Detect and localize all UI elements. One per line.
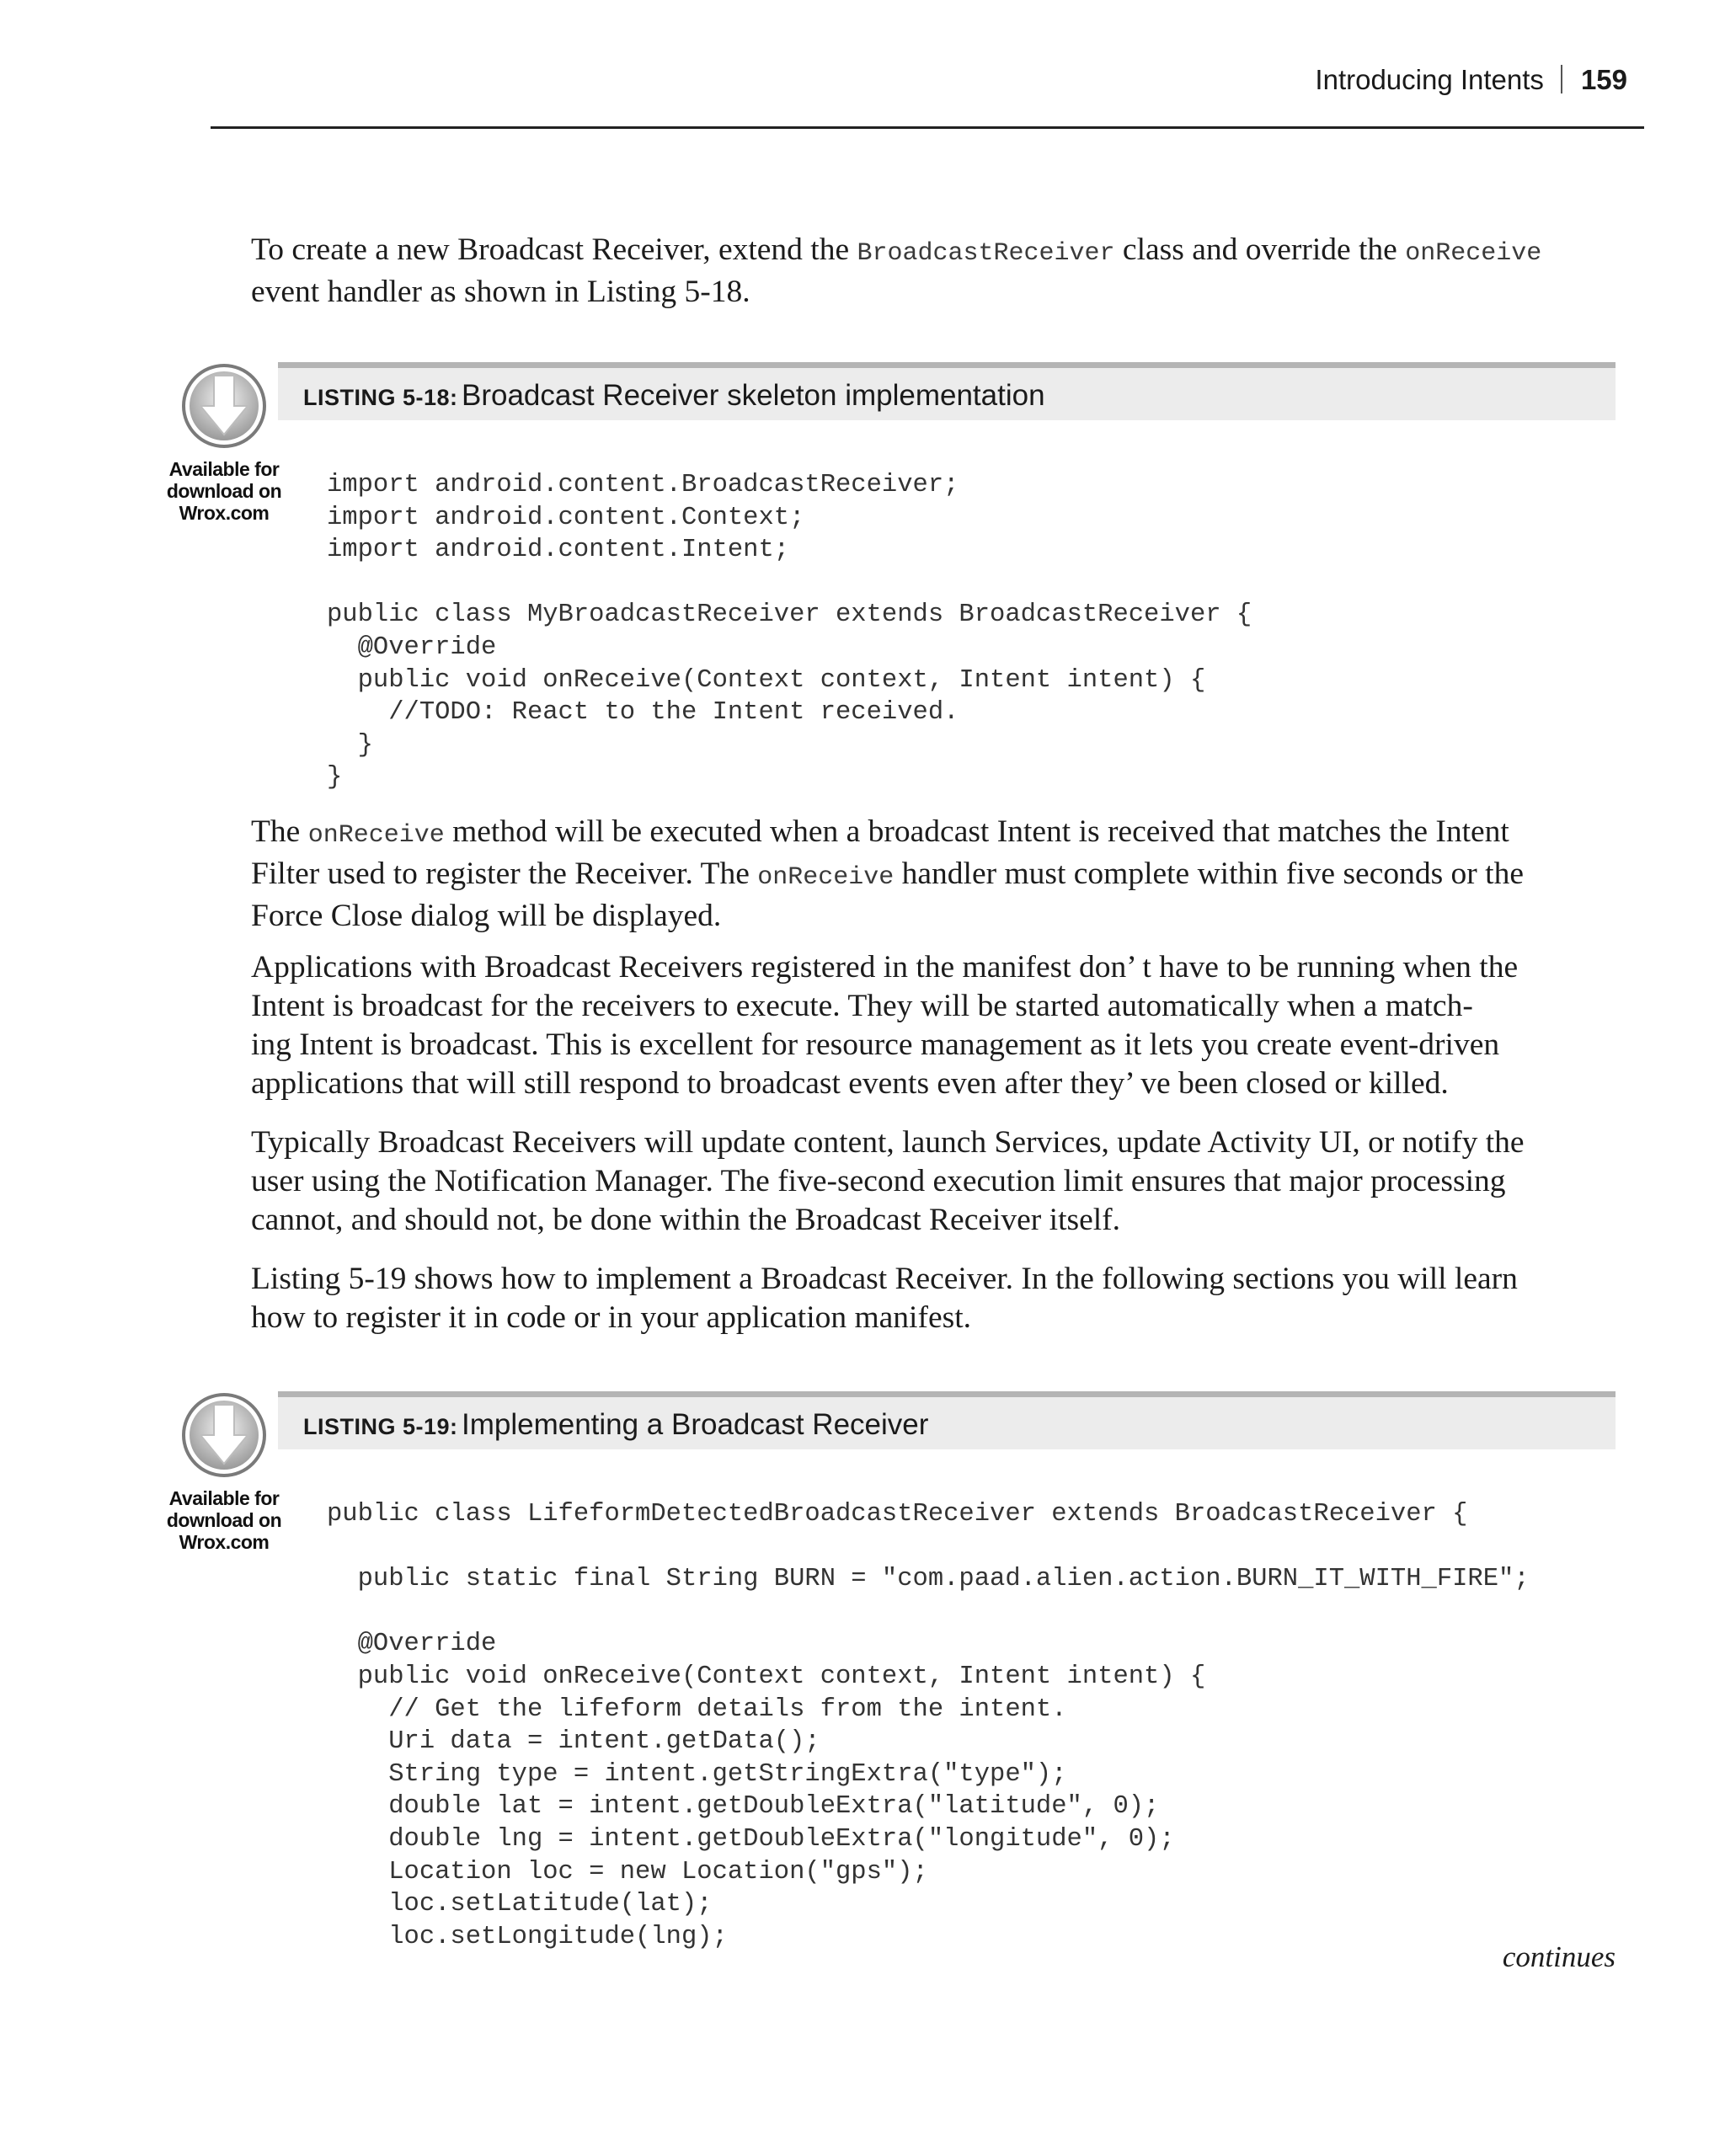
text-line: Listing 5-19 shows how to implement a Broadcast Receiver. In the following sections you will learn xyxy=(251,1262,1518,1296)
paragraph-listing-intro xyxy=(251,1260,1616,1337)
code-line: double lng = intent.getDoubleExtra("longitude", 0); xyxy=(327,1824,1175,1854)
header-rule xyxy=(211,126,1644,129)
page-number: 159 xyxy=(1580,64,1627,95)
code-line: } xyxy=(327,730,373,760)
code-line: } xyxy=(327,763,343,792)
text-line: ing Intent is broadcast. This is excellent for resource management as it lets you create event-driven xyxy=(251,1027,1500,1062)
listing-caption: Implementing a Broadcast Receiver xyxy=(461,1408,929,1441)
listing-header xyxy=(278,1391,1616,1449)
code-line: String type = intent.getStringExtra("type"); xyxy=(327,1759,1067,1789)
text-line: Applications with Broadcast Receivers registered in the manifest don’ t have to be running when the xyxy=(251,950,1519,985)
download-arrow-icon xyxy=(180,362,268,450)
listing-label: LISTING 5-19: xyxy=(303,1414,458,1439)
text-line: Intent is broadcast for the receivers to execute. They will be started automatically when a match- xyxy=(251,989,1473,1023)
code-line: import android.content.BroadcastReceiver; xyxy=(327,471,959,499)
text-line: To create a new Broadcast Receiver, extend the BroadcastReceiver class and override the onReceive xyxy=(251,232,1542,268)
text-line: Force Close dialog will be displayed. xyxy=(251,899,722,933)
code-line xyxy=(327,1596,1530,1629)
code-line: public class MyBroadcastReceiver extends BroadcastReceiver { xyxy=(327,600,1252,630)
code-line: @Override xyxy=(327,1630,497,1659)
code-line: public class LifeformDetectedBroadcastReceiver extends BroadcastReceiver { xyxy=(327,1500,1468,1529)
text-line: The onReceive method will be executed when a broadcast Intent is received that matches the Intent xyxy=(251,814,1509,850)
text-line: Typically Broadcast Receivers will update content, launch Services, update Activity UI, or notify the xyxy=(251,1125,1525,1160)
code-line: Location loc = new Location("gps"); xyxy=(327,1857,928,1886)
code-line: @Override xyxy=(327,632,497,662)
code-line: public static final String BURN = "com.paad.alien.action.BURN_IT_WITH_FIRE"; xyxy=(327,1565,1530,1594)
code-line: loc.setLongitude(lng); xyxy=(327,1922,728,1951)
header-section-title: Introducing Intents xyxy=(1315,64,1544,95)
code-listing-5-18 xyxy=(327,469,1252,794)
download-arrow-icon xyxy=(180,1391,268,1479)
code-line: public void onReceive(Context context, Intent intent) { xyxy=(327,1662,1206,1691)
download-badge-text: Available for download on Wrox.com xyxy=(166,1487,282,1553)
paragraph-onreceive xyxy=(251,813,1616,936)
code-line: public void onReceive(Context context, Intent intent) { xyxy=(327,665,1206,695)
code-line: loc.setLatitude(lat); xyxy=(327,1890,713,1919)
listing-title xyxy=(303,379,1045,413)
code-line xyxy=(327,567,1252,600)
listing-label: LISTING 5-18: xyxy=(303,385,458,410)
intro-paragraph xyxy=(251,231,1616,312)
code-line: double lat = intent.getDoubleExtra("latitude", 0); xyxy=(327,1792,1160,1822)
inline-code: BroadcastReceiver xyxy=(857,239,1115,268)
text-line: how to register it in code or in your application manifest. xyxy=(251,1300,971,1335)
code-listing-5-19 xyxy=(327,1498,1530,1953)
text-line: event handler as shown in Listing 5-18. xyxy=(251,275,750,309)
text-line: user using the Notification Manager. The five-second execution limit ensures that major processing xyxy=(251,1164,1506,1198)
text-line: Filter used to register the Receiver. The onReceive handler must complete within five seconds or the xyxy=(251,857,1524,892)
text-line: applications that will still respond to broadcast events even after they’ ve been closed or killed. xyxy=(251,1066,1449,1101)
paragraph-manifest xyxy=(251,948,1616,1103)
download-badge-text: Available for download on Wrox.com xyxy=(166,458,282,524)
listing-title xyxy=(303,1408,928,1442)
continues-note: continues xyxy=(1502,1940,1616,1973)
code-line: Uri data = intent.getData(); xyxy=(327,1727,820,1757)
text-line: cannot, and should not, be done within the Broadcast Receiver itself. xyxy=(251,1203,1121,1237)
download-badge[interactable] xyxy=(165,1391,283,1553)
inline-code: onReceive xyxy=(307,821,445,850)
download-badge[interactable] xyxy=(165,362,283,524)
code-line: // Get the lifeform details from the intent. xyxy=(327,1694,1067,1724)
listing-header xyxy=(278,362,1616,420)
code-line: import android.content.Intent; xyxy=(327,536,790,565)
code-line: import android.content.Context; xyxy=(327,503,805,532)
header-separator xyxy=(1561,65,1562,93)
code-line xyxy=(327,1531,1530,1564)
inline-code: onReceive xyxy=(757,863,895,892)
listing-caption: Broadcast Receiver skeleton implementation xyxy=(461,379,1045,412)
code-line: //TODO: React to the Intent received. xyxy=(327,698,959,728)
paragraph-typical-use xyxy=(251,1123,1616,1240)
running-header xyxy=(1315,64,1627,96)
inline-code: onReceive xyxy=(1405,239,1542,268)
